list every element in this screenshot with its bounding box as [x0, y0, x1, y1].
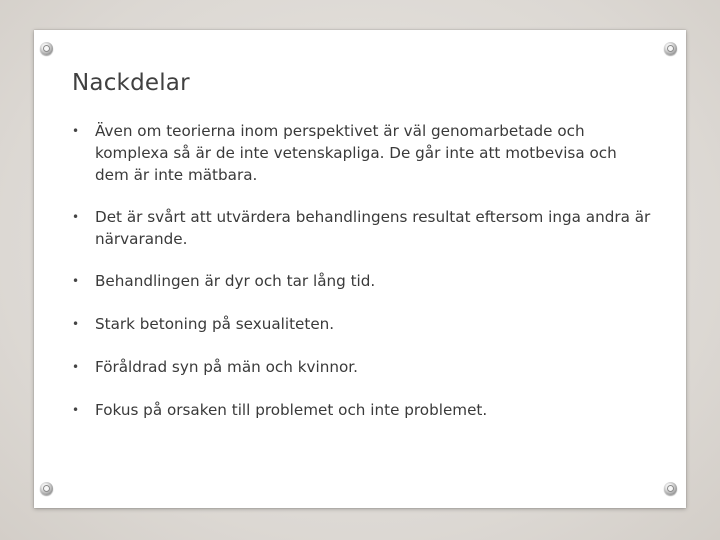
bullet-item: [72, 120, 652, 186]
bullet-item: [72, 313, 652, 335]
bullet-icon: •: [72, 210, 80, 224]
bullet-icon: •: [72, 403, 80, 417]
bullet-item: [72, 399, 652, 421]
slide-title: Nackdelar: [72, 70, 190, 96]
bullet-item: [72, 356, 652, 378]
pin-icon-top-right: [664, 42, 677, 55]
bullet-item: [72, 206, 652, 250]
pin-icon-top-left: [40, 42, 53, 55]
bullet-icon: •: [72, 317, 80, 331]
bullet-text: Fokus på orsaken till problemet och inte problemet.: [95, 401, 488, 419]
bullet-text: Stark betoning på sexualiteten.: [95, 315, 335, 333]
bullet-text: Det är svårt att utvärdera behandlingens resultat eftersom inga andra är närvarande.: [95, 208, 651, 248]
pin-icon-bottom-right: [664, 482, 677, 495]
pin-icon-bottom-left: [40, 482, 53, 495]
bullet-text: Behandlingen är dyr och tar lång tid.: [95, 272, 376, 290]
bullet-icon: •: [72, 124, 80, 138]
bullet-item: [72, 270, 652, 292]
bullet-text: Även om teorierna inom perspektivet är väl genomarbetade och komplexa så är de inte vetenskapliga. De går inte att motbevisa och dem är inte mätbara.: [95, 122, 617, 184]
bullet-text: Föråldrad syn på män och kvinnor.: [95, 358, 358, 376]
bullet-list: [72, 120, 652, 421]
bullet-icon: •: [72, 360, 80, 374]
bullet-icon: •: [72, 274, 80, 288]
